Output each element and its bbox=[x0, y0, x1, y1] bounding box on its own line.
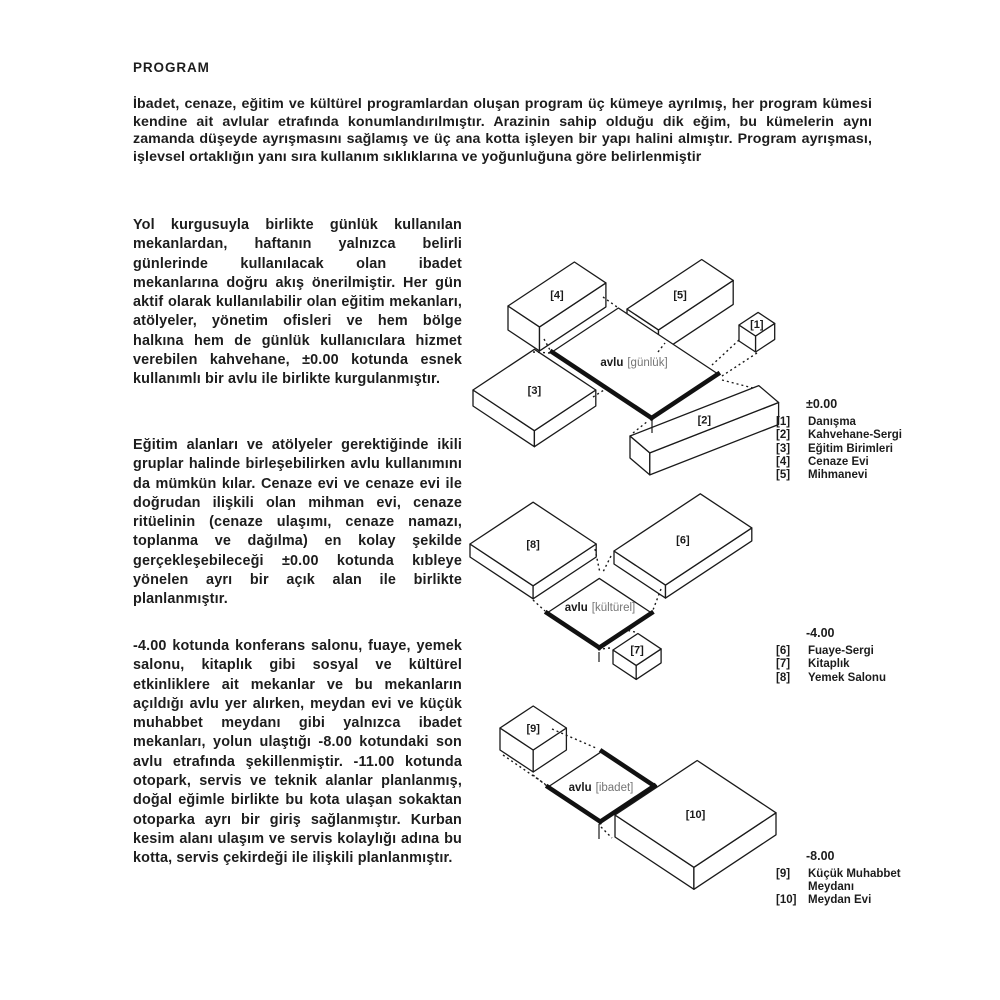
legend-item bbox=[776, 416, 908, 429]
body-paragraph-1: Yol kurgusuyla birlikte günlük kullanılan mekanlardan, haftanın yalnızca belirli günlerinde kullanılacak olan ibadet mekanlarına doğru akış önerilmiştir. Her gün aktif olarak kullanılabilir olan eğitim mekanları, atölyeler, yönetim ofisleri ve hem bölge halkına hem de günlük kullanıcılara hizmet verebilen kahvehane, ±0.00 kotunda esnek kullanımlı bir avlu ile birlikte kurgulanmıştır. bbox=[133, 217, 462, 388]
body-paragraph-2: Eğitim alanları ve atölyeler gerektiğinde ikili gruplar halinde birleşebilirken avlu kullanımını da mümkün kılar. Cenaze evi ve cenaze evi ile doğrudan ilişkili olan mihman evi, cenaze ritüelinin (cenaze ulaşımı, cenaze namazı, toplanma ve dağılma) en kolay şekilde gerçekleşebileceği ±0.00 kotunda kıbleye yönelen ayrı bir açık alan ile birlikte planlanmıştır. bbox=[133, 437, 462, 608]
legend-item-num: [7] bbox=[776, 658, 791, 671]
block-label: [4] bbox=[550, 289, 564, 302]
dotted-connector bbox=[533, 775, 547, 786]
legend-level-label: -8.00 bbox=[806, 849, 835, 863]
dotted-connector bbox=[603, 556, 611, 572]
legend-level-label: ±0.00 bbox=[806, 397, 838, 411]
legend-item-num: [2] bbox=[776, 429, 791, 442]
block-label: [5] bbox=[673, 289, 687, 302]
courtyard-label-type: [kültürel] bbox=[591, 602, 636, 614]
legend-item-label: Cenaze Evi bbox=[808, 455, 869, 468]
dotted-connector bbox=[722, 380, 753, 388]
legend-level-label: -4.00 bbox=[806, 626, 835, 640]
legend-item-label: Fuaye-Sergi bbox=[808, 645, 874, 657]
dotted-connector bbox=[533, 600, 545, 611]
legend-item bbox=[776, 672, 908, 685]
block-label: [10] bbox=[685, 808, 706, 821]
block-b8 bbox=[470, 502, 596, 599]
legend-item bbox=[776, 658, 908, 671]
legend-item-num: [6] bbox=[776, 645, 791, 657]
legend-item-label: Eğitim Birimleri bbox=[808, 442, 893, 455]
legend-level-1 bbox=[776, 626, 908, 685]
courtyard-label-word: avlu bbox=[568, 782, 592, 794]
intro-paragraph: İbadet, cenaze, eğitim ve kültürel programlardan oluşan program üç kümeye ayrılmış, her program kümesi kendine ait avlular etrafında konumlandırılmıştır. Arazinin sahip olduğu dik eğim, bu kümelerin aynı zamanda düşeyde ayrışmasını sağlamış ve üç ana kotta işleyen bir yapı halini almıştır. Program ayrışması, işlevsel ortaklığın yanı sıra kullanım sıklıklarına ve yoğunluğuna göre belirlenmiştir bbox=[133, 96, 872, 165]
legend-item-num: [9] bbox=[776, 868, 791, 880]
legend-item-label: Küçük Muhabbet Meydanı bbox=[808, 868, 901, 893]
legend-item bbox=[776, 645, 908, 658]
legend-item-num: [3] bbox=[776, 442, 791, 455]
legend-level-0 bbox=[776, 397, 908, 482]
courtyard-label bbox=[565, 602, 635, 614]
block-label: [7] bbox=[630, 644, 644, 657]
legend-item-label: Meydan Evi bbox=[808, 894, 872, 907]
courtyard-label-type: [günlük] bbox=[627, 357, 668, 369]
block-b6 bbox=[614, 494, 752, 598]
courtyard-label-word: avlu bbox=[600, 357, 624, 369]
page-title: PROGRAM bbox=[133, 60, 210, 75]
courtyard-label-type: [ibadet] bbox=[595, 782, 634, 794]
legend-item-label: Mihmanevi bbox=[808, 469, 868, 482]
legend-item bbox=[776, 894, 908, 907]
block-b1 bbox=[739, 312, 775, 352]
dotted-connector bbox=[712, 340, 739, 365]
dotted-connector bbox=[601, 827, 612, 838]
block-label: [3] bbox=[527, 385, 542, 397]
legend-item-label: Kitaplık bbox=[808, 658, 850, 671]
legend-item-num: [10] bbox=[776, 894, 797, 907]
legend-item-num: [8] bbox=[776, 671, 791, 684]
courtyard-label bbox=[569, 782, 634, 794]
courtyard-label-word: avlu bbox=[564, 602, 588, 614]
legend-item bbox=[776, 868, 908, 894]
legend-item bbox=[776, 429, 908, 442]
legend-item-label: Kahvehane-Sergi bbox=[808, 429, 902, 442]
courtyard-label bbox=[600, 357, 667, 369]
block-b9 bbox=[500, 706, 566, 772]
legend-item bbox=[776, 456, 908, 469]
legend-item bbox=[776, 443, 908, 456]
legend-level-2 bbox=[776, 849, 908, 907]
legend-item-num: [4] bbox=[776, 455, 791, 468]
legend-item-num: [1] bbox=[776, 416, 791, 428]
body-paragraph-3: -4.00 kotunda konferans salonu, fuaye, yemek salonu, kitaplık gibi sosyal ve kültürel etkinliklere ait mekanlar ve bu mekanların açıldığı avlu yer alırken, meydan evi ve küçük muhabbet meydanı gibi yalnızca ibadet mekanları, yolun ulaştığı -8.00 kotundaki son avlu etrafında şekillenmiştir. -11.00 kotunda otopark, servis ve teknik alanlar planlanmış, doğal eğimle birlikte bu kota ulaşan sokaktan otoparka ayrı bir giriş sağlanmıştır. Kurban kesim alanı ulaşım ve servis kolaylığı adına bu kotta, servis çekirdeği ile ilişkili planlanmıştır. bbox=[133, 638, 462, 867]
legend-item-num: [5] bbox=[776, 469, 791, 482]
legend-item-label: Danışma bbox=[808, 416, 856, 428]
block-b7 bbox=[613, 634, 661, 680]
block-label: [2] bbox=[697, 414, 712, 427]
block-label: [6] bbox=[676, 534, 690, 547]
block-label: [8] bbox=[526, 539, 540, 551]
legend-item bbox=[776, 469, 908, 482]
dotted-connector bbox=[722, 353, 757, 376]
block-label: [9] bbox=[526, 723, 540, 735]
legend-item-label: Yemek Salonu bbox=[808, 671, 886, 684]
block-label: [1] bbox=[750, 319, 764, 332]
